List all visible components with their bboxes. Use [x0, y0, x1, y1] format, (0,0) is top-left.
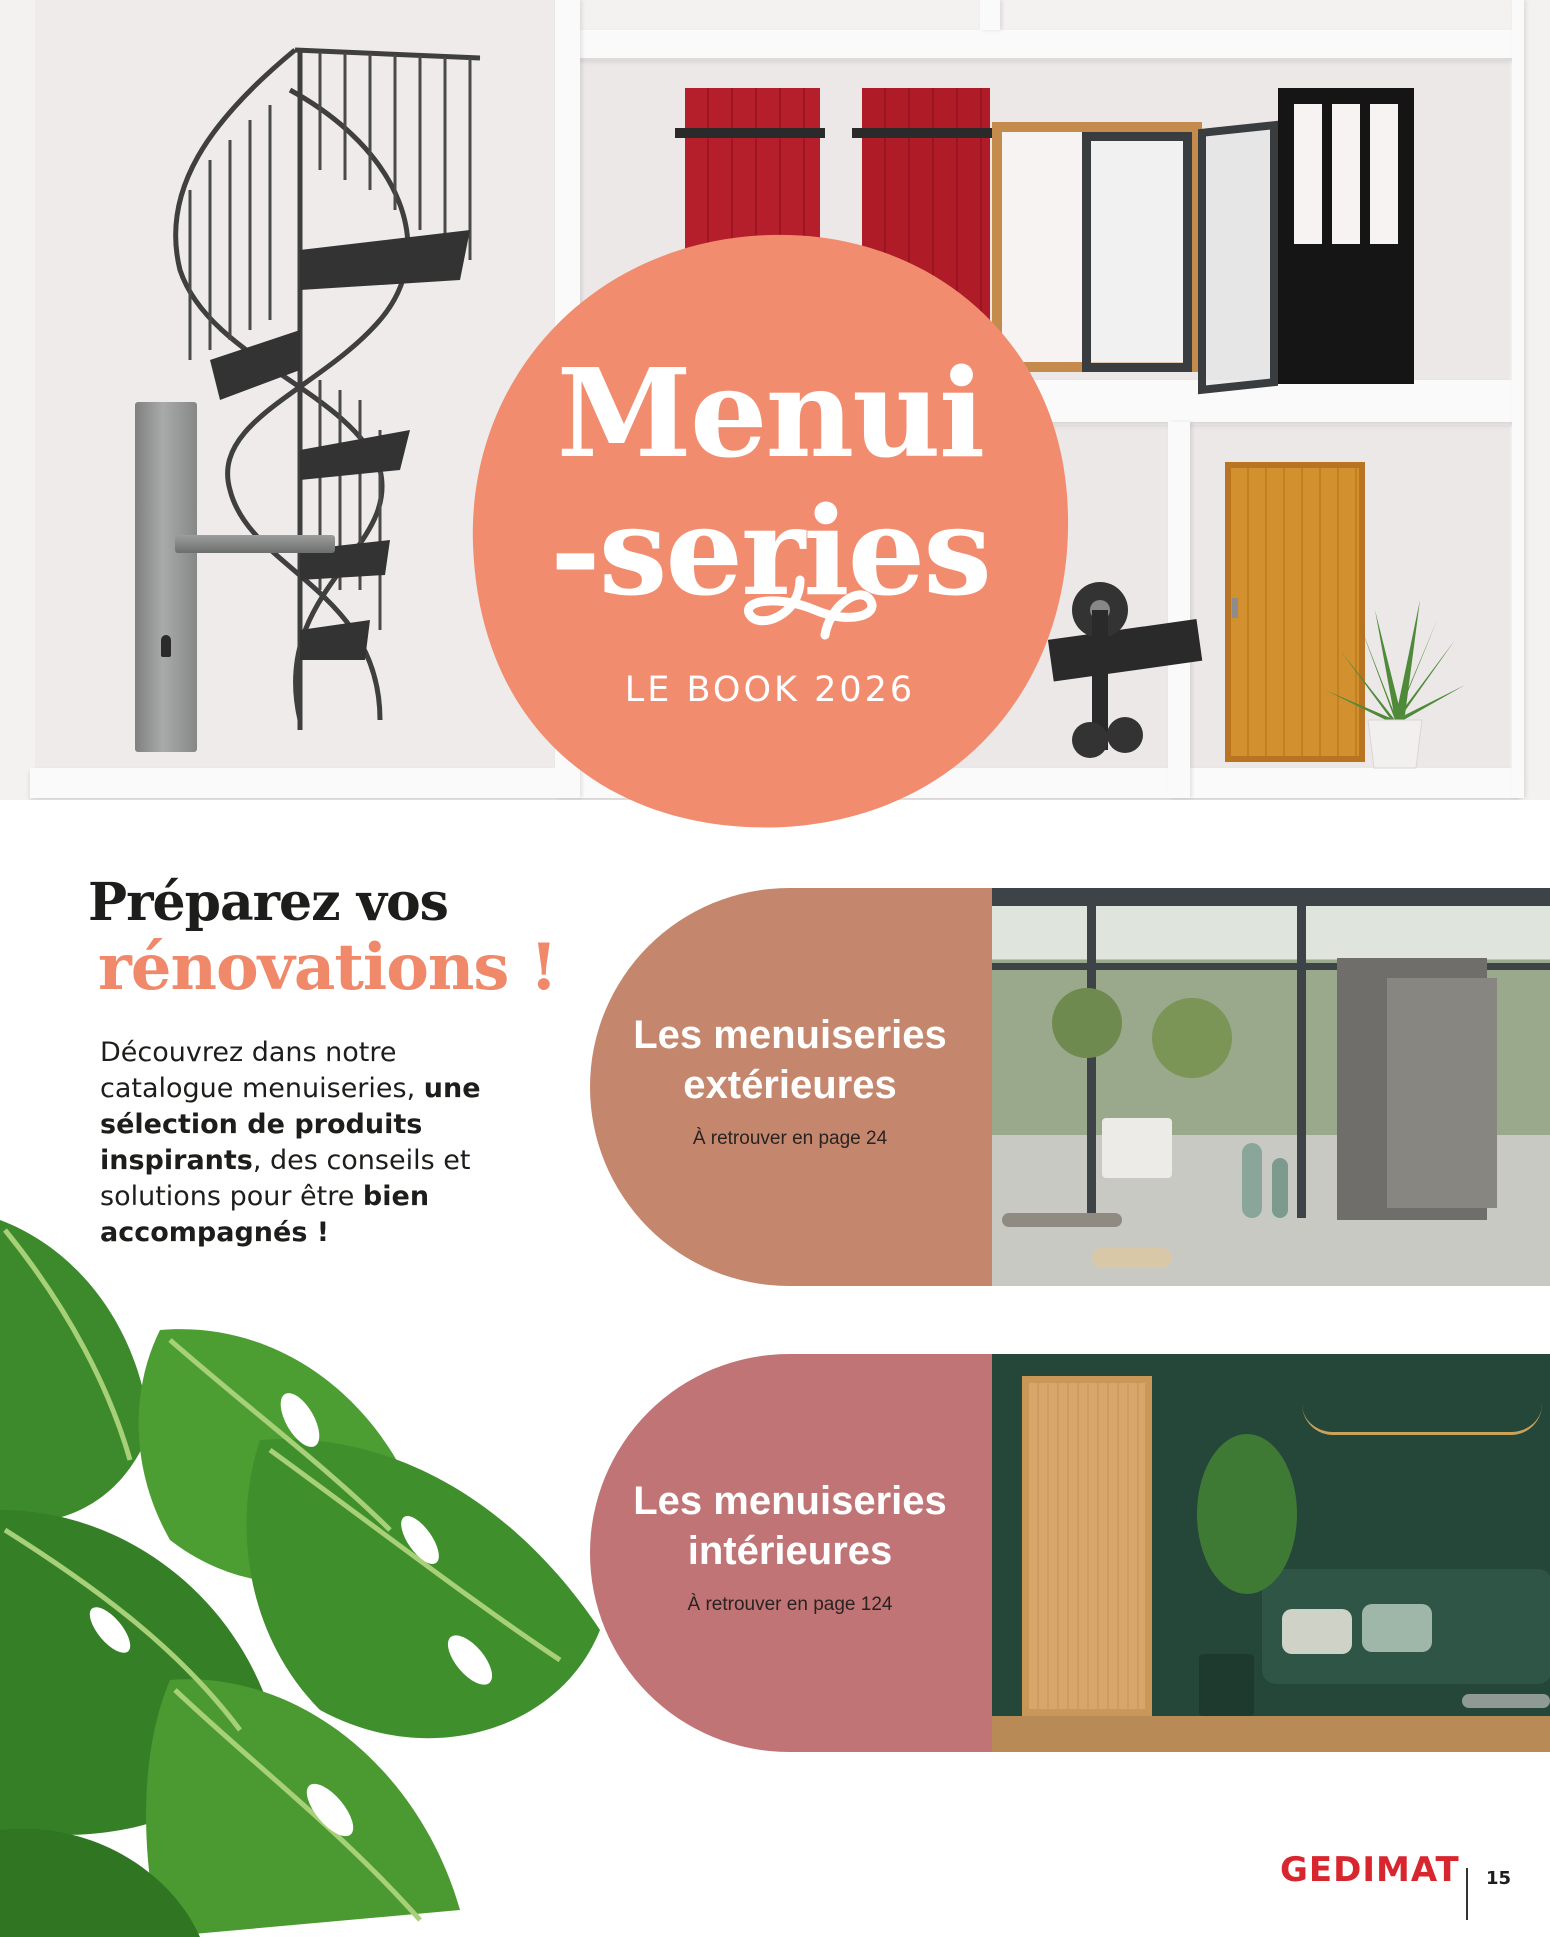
hero-title-line1: Menui [556, 341, 984, 485]
section-headline: Préparez vos [88, 872, 448, 933]
door-handle-image [135, 402, 197, 752]
intro-text-1: Découvrez dans notre catalogue menuiseries, [100, 1037, 424, 1104]
card-exterior-title-line1: Les menuiseries [633, 1013, 947, 1057]
card-interior-joinery[interactable] [590, 1354, 1550, 1752]
card-interior-title-line1: Les menuiseries [633, 1479, 947, 1523]
spiral-staircase-image [150, 30, 490, 770]
keyhole-icon [161, 635, 171, 657]
open-casement-image [1198, 121, 1278, 394]
monstera-leaves-image [0, 1210, 640, 1937]
card-interior-title-line2: intérieures [687, 1529, 893, 1573]
intro-bold-1: une sélection de produits inspirants [100, 1073, 481, 1176]
hero-subtitle: LE BOOK 2026 [624, 670, 916, 710]
title-flourish-icon [740, 575, 890, 655]
intro-bold-2: bien accompagnés ! [100, 1181, 430, 1248]
gedimat-logo: GEDIMAT [1280, 1850, 1460, 1890]
card-interior-page-ref: À retrouver en page 124 [687, 1594, 893, 1615]
hero-title-line2: -series [550, 479, 990, 623]
interior-living-room-photo [992, 1354, 1550, 1752]
exterior-terrace-photo [992, 888, 1550, 1286]
potted-plant-image [1320, 590, 1470, 770]
card-exterior-title-line2: extérieures [683, 1063, 897, 1107]
section-headline-accent: rénovations ! [98, 930, 557, 1005]
intro-text-2: , des conseils et solutions pour être [100, 1145, 471, 1212]
card-exterior-joinery[interactable] [590, 888, 1550, 1286]
grey-window-image [1082, 132, 1192, 372]
page-number: 15 [1486, 1868, 1512, 1889]
door-handle-lever [175, 535, 335, 553]
footer-divider [1466, 1868, 1468, 1920]
card-exterior-page-ref: À retrouver en page 24 [692, 1128, 888, 1149]
